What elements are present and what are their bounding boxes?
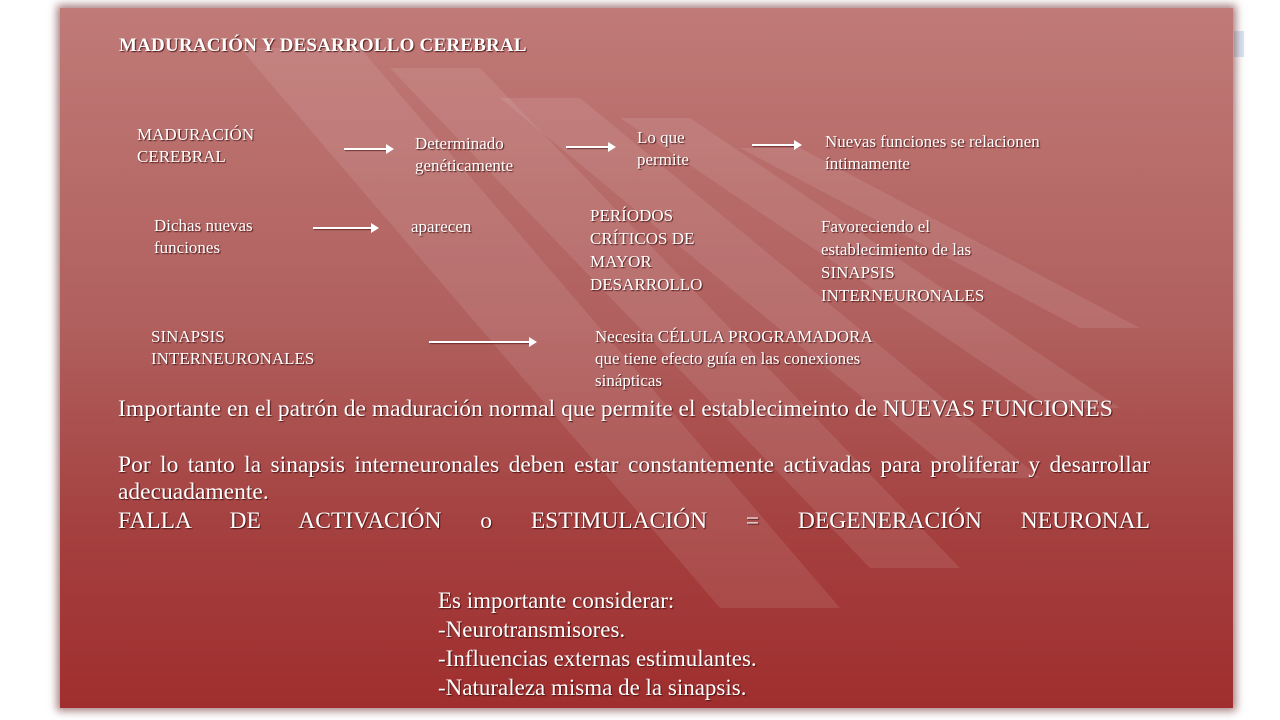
row1-col3-line1: Lo que	[637, 128, 685, 147]
row3-col2-line3: sinápticas	[595, 371, 663, 390]
arrow-row1-3	[752, 144, 796, 146]
row1-maduracion-cerebral	[137, 124, 254, 168]
arrow-row1-1	[344, 148, 388, 150]
consideration-item: -Naturaleza misma de la sinapsis.	[438, 675, 747, 700]
paragraph-importante: Importante en el patrón de maduración normal que permite el establecimeinto de NUEVAS FUNCIONES	[118, 396, 1113, 422]
arrow-row2	[313, 227, 373, 229]
row2-col4-line3: SINAPSIS	[821, 263, 895, 282]
row2-col1-line1: Dichas nuevas	[154, 216, 253, 235]
row3-sinapsis-interneuronales	[151, 326, 314, 370]
row2-col4-line4: INTERNEURONALES	[821, 286, 985, 305]
row1-col3-line2: permite	[637, 150, 689, 169]
row3-celula-programadora	[595, 326, 873, 392]
row1-col1-line1: MADURACIÓN	[137, 125, 255, 144]
row2-col4-line2: establecimiento de las	[821, 240, 972, 259]
row2-col3-line4: DESARROLLO	[590, 275, 703, 294]
row3-col2-line1: Necesita CÉLULA PROGRAMADORA	[595, 327, 873, 346]
row2-periodos-criticos	[590, 204, 702, 296]
row3-col1-line2: INTERNEURONALES	[151, 349, 315, 368]
considerations-heading: Es importante considerar:	[438, 588, 675, 613]
row2-col3-line2: CRÍTICOS DE	[590, 229, 695, 248]
arrow-row3	[429, 341, 531, 343]
considerations-block	[438, 586, 757, 702]
paragraph-falla-activacion: FALLA DE ACTIVACIÓN o ESTIMULACIÓN = DEGENERACIÓN NEURONAL	[118, 508, 1150, 534]
row1-col4-line2: íntimamente	[825, 154, 910, 173]
row2-dichas-nuevas-funciones	[154, 215, 253, 259]
row3-col2-line2: que tiene efecto guía en las conexiones	[595, 349, 861, 368]
row2-aparecen: aparecen	[411, 217, 472, 236]
row1-col2-line1: Determinado	[415, 134, 504, 153]
row1-lo-que-permite	[637, 127, 689, 171]
consideration-item: -Influencias externas estimulantes.	[438, 646, 757, 671]
row1-nuevas-funciones	[825, 131, 1040, 175]
row1-col2-line2: genéticamente	[415, 156, 514, 175]
row1-determinado	[415, 133, 513, 177]
row2-col3-line3: MAYOR	[590, 252, 652, 271]
row2-col4-line1: Favoreciendo el	[821, 217, 931, 236]
row1-col1-line2: CEREBRAL	[137, 147, 226, 166]
arrow-row1-2	[566, 146, 610, 148]
corner-accent	[1234, 31, 1244, 57]
slide-panel	[60, 8, 1233, 708]
slide-title: MADURACIÓN Y DESARROLLO CEREBRAL	[119, 35, 527, 56]
row3-col1-line1: SINAPSIS	[151, 327, 225, 346]
row1-col4-line1: Nuevas funciones se relacionen	[825, 132, 1040, 151]
paragraph-por-lo-tanto: Por lo tanto la sinapsis interneuronales deben estar constantemente activadas para proliferar y desarrollar adecuadamente.	[118, 452, 1150, 505]
row2-favoreciendo	[821, 215, 984, 307]
consideration-item: -Neurotransmisores.	[438, 617, 626, 642]
row2-col1-line2: funciones	[154, 238, 221, 257]
row2-col3-line1: PERÍODOS	[590, 206, 674, 225]
